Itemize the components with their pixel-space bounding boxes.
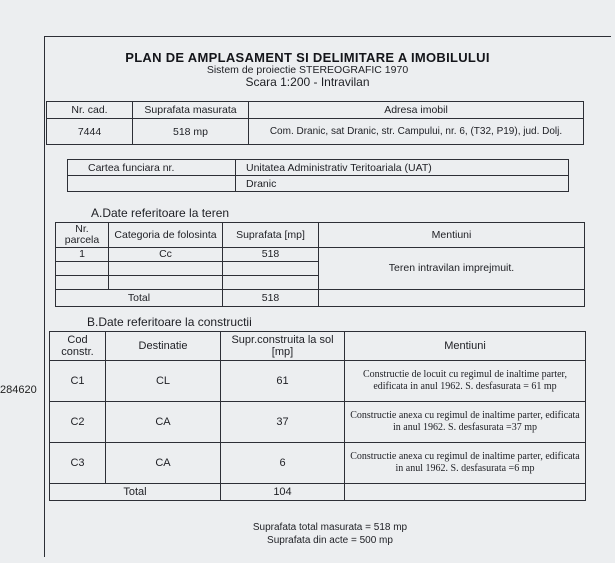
- nr-cad-header: Nr. cad.: [47, 102, 133, 119]
- parcel-number: 1: [56, 248, 109, 262]
- construction-total-label: Total: [50, 484, 221, 501]
- construction-code: C1: [50, 361, 106, 402]
- address-value: Com. Dranic, sat Dranic, str. Campului, nr. 6, (T32, P19), jud. Dolj.: [249, 119, 584, 145]
- land-total-label: Total: [56, 290, 223, 307]
- land-book-header: Cartea funciara nr.: [68, 160, 236, 176]
- construction-mention: Constructie anexa cu regimul de inaltime parter, edificata in anul 1962. S. desfasurata =6 mp: [345, 443, 586, 484]
- construction-code-header: Cod constr.: [50, 332, 106, 361]
- land-surface: 518: [223, 248, 319, 262]
- destination-header: Destinatie: [106, 332, 221, 361]
- construction-total-mention: [345, 484, 586, 501]
- destination: CL: [106, 361, 221, 402]
- construction-data-table: [49, 331, 586, 501]
- nr-cad-value: 7444: [47, 119, 133, 145]
- built-surface: 37: [221, 402, 345, 443]
- section-b-title: B.Date referitoare la constructii: [87, 315, 252, 329]
- land-surface: [223, 262, 319, 276]
- uat-value: Dranic: [236, 176, 569, 192]
- destination: CA: [106, 443, 221, 484]
- section-a-title: A.Date referitoare la teren: [91, 206, 230, 220]
- land-surface-header: Suprafata [mp]: [223, 223, 319, 248]
- projection-system: Sistem de proiectie STEREOGRAFIC 1970: [206, 64, 409, 76]
- land-book-table: [67, 159, 569, 192]
- document-title: PLAN DE AMPLASAMENT SI DELIMITARE A IMOBILULUI: [125, 50, 490, 65]
- construction-mentions-header: Mentiuni: [345, 332, 586, 361]
- parcel-number: [56, 276, 109, 290]
- land-book-number: [68, 176, 236, 192]
- use-category: [109, 276, 223, 290]
- use-category: Cc: [109, 248, 223, 262]
- surface-header: Suprafata masurata: [133, 102, 249, 119]
- address-header: Adresa imobil: [249, 102, 584, 119]
- land-mentions-header: Mentiuni: [319, 223, 585, 248]
- construction-total-value: 104: [221, 484, 345, 501]
- construction-code: C3: [50, 443, 106, 484]
- land-mention: Teren intravilan imprejmuit.: [319, 248, 585, 290]
- parcel-number-header: Nr. parcela: [56, 223, 109, 248]
- use-category: [109, 262, 223, 276]
- built-surface-header: Supr.construita la sol [mp]: [221, 332, 345, 361]
- surface-value: 518 mp: [133, 119, 249, 145]
- land-surface: [223, 276, 319, 290]
- side-coordinate-number: 284620: [0, 384, 37, 396]
- construction-mention: Constructie de locuit cu regimul de inaltime parter, edificata in anul 1962. S. desfasurata = 61 mp: [345, 361, 586, 402]
- land-data-table: [55, 222, 585, 307]
- cadastre-table: [46, 101, 584, 145]
- destination: CA: [106, 402, 221, 443]
- built-surface: 61: [221, 361, 345, 402]
- scale-label: Scara 1:200 - Intravilan: [245, 75, 370, 89]
- use-category-header: Categoria de folosinta: [109, 223, 223, 248]
- land-total-value: 518: [223, 290, 319, 307]
- uat-header: Unitatea Administrativ Teritoariala (UAT): [236, 160, 569, 176]
- parcel-number: [56, 262, 109, 276]
- land-total-mention: [319, 290, 585, 307]
- total-measured-surface: Suprafata total masurata = 518 mp: [252, 522, 408, 533]
- surface-from-acts: Suprafata din acte = 500 mp: [267, 535, 393, 546]
- construction-mention: Constructie anexa cu regimul de inaltime parter, edificata in anul 1962. S. desfasurata =37 mp: [345, 402, 586, 443]
- construction-code: C2: [50, 402, 106, 443]
- built-surface: 6: [221, 443, 345, 484]
